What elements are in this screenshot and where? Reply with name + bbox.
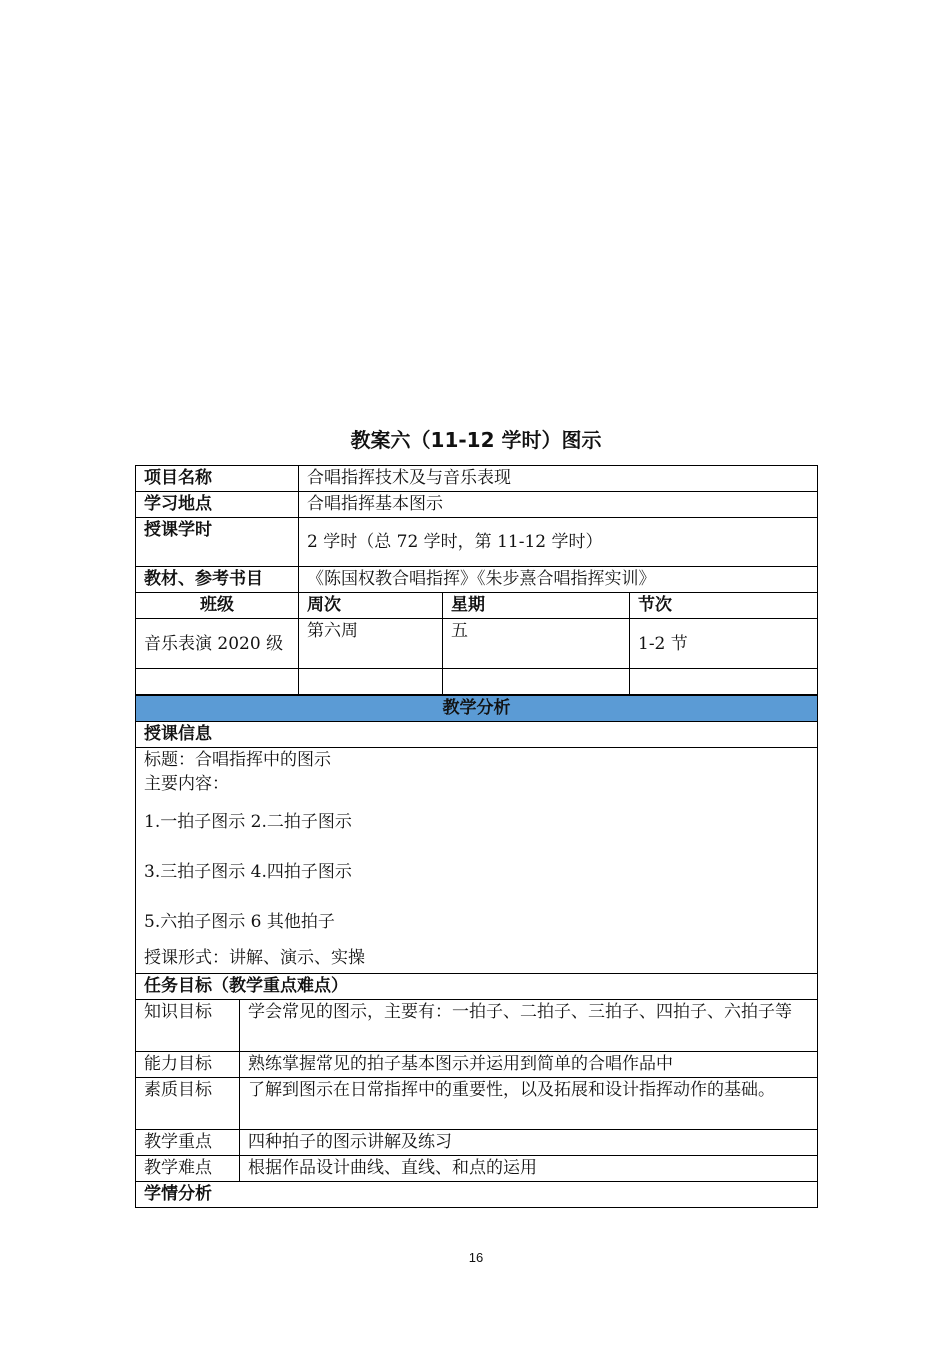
objective-row [136, 1000, 818, 1052]
objective-value: 熟练掌握常见的拍子基本图示并运用到简单的合唱作品中 [240, 1052, 818, 1078]
empty-cell [299, 669, 443, 695]
info-value: 合唱指挥基本图示 [299, 492, 818, 518]
page-number: 16 [468, 1250, 484, 1265]
schedule-header: 星期 [443, 593, 630, 619]
empty-row [136, 669, 818, 695]
objective-value: 根据作品设计曲线、直线、和点的运用 [240, 1156, 818, 1182]
teaching-info-content [136, 748, 818, 974]
objective-value: 学会常见的图示，主要有：一拍子、二拍子、三拍子、四拍子、六拍子等 [240, 1000, 818, 1052]
empty-cell [443, 669, 630, 695]
schedule-header-row [136, 593, 818, 619]
objectives-label: 任务目标（教学重点难点） [136, 974, 818, 1000]
objective-label: 素质目标 [136, 1078, 240, 1130]
info-row [136, 518, 818, 567]
weekday-value: 五 [443, 619, 630, 669]
empty-cell [136, 669, 299, 695]
objective-row [136, 1130, 818, 1156]
content-line: 1.一拍子图示 2.二拍子图示 [144, 812, 352, 832]
info-line: 标题：合唱指挥中的图示 [144, 750, 331, 770]
week-value: 第六周 [299, 619, 443, 669]
student-analysis-label: 学情分析 [136, 1182, 818, 1208]
info-row [136, 567, 818, 593]
page-title: 教案六（11-12 学时）图示 [350, 428, 602, 452]
schedule-header: 节次 [630, 593, 818, 619]
teaching-info-label: 授课信息 [136, 722, 818, 748]
schedule-header: 班级 [136, 593, 299, 619]
class-value: 音乐表演 2020 级 [136, 619, 299, 669]
form-line: 授课形式：讲解、演示、实操 [144, 948, 365, 968]
schedule-header: 周次 [299, 593, 443, 619]
objective-value: 四种拍子的图示讲解及练习 [240, 1130, 818, 1156]
empty-cell [630, 669, 818, 695]
info-value: 合唱指挥技术及与音乐表现 [299, 466, 818, 492]
info-row [136, 466, 818, 492]
objective-label: 教学难点 [136, 1156, 240, 1182]
info-label: 项目名称 [136, 466, 299, 492]
period-value: 1-2 节 [630, 619, 818, 669]
objective-row [136, 1078, 818, 1130]
analysis-table [135, 695, 818, 1208]
lesson-info-table [135, 465, 818, 695]
info-value: 《陈国权教合唱指挥》《朱步熹合唱指挥实训》 [299, 567, 818, 593]
objective-value: 了解到图示在日常指挥中的重要性，以及拓展和设计指挥动作的基础。 [240, 1078, 818, 1130]
content-line: 5.六拍子图示 6 其他拍子 [144, 912, 335, 932]
info-line: 主要内容： [144, 774, 229, 794]
objective-label: 教学重点 [136, 1130, 240, 1156]
info-label: 授课学时 [136, 518, 299, 567]
objective-row [136, 1052, 818, 1078]
info-label: 学习地点 [136, 492, 299, 518]
info-row [136, 492, 818, 518]
objective-row [136, 1156, 818, 1182]
content-line: 3.三拍子图示 4.四拍子图示 [144, 862, 352, 882]
analysis-header: 教学分析 [136, 696, 818, 722]
spacer [144, 834, 809, 860]
info-label: 教材、参考书目 [136, 567, 299, 593]
schedule-value-row [136, 619, 818, 669]
objective-label: 知识目标 [136, 1000, 240, 1052]
spacer [144, 884, 809, 910]
info-value: 2 学时（总 72 学时，第 11-12 学时） [299, 518, 818, 567]
objective-label: 能力目标 [136, 1052, 240, 1078]
